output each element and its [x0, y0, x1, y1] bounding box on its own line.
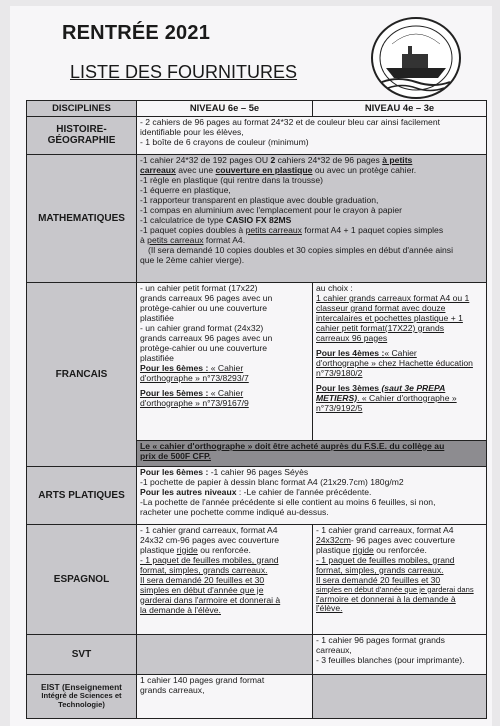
svt-6-5: [137, 634, 313, 674]
discipline-arts: ARTS PLATIQUES: [27, 466, 137, 524]
svt-4-3: - 1 cahier 96 pages format grands carreaux, - 3 feuilles blanches (pour imprimante).: [313, 634, 487, 674]
discipline-eist: EIST (Enseignement Intégré de Sciences et Technologie): [27, 674, 137, 718]
discipline-espagnol: ESPAGNOL: [27, 524, 137, 634]
page-subtitle: LISTE DES FOURNITURES: [70, 62, 298, 82]
row-espagnol: [27, 524, 487, 634]
eist-6-5: 1 cahier 140 pages grand format grands carreaux,: [137, 674, 313, 718]
francais-6-5: - un cahier petit format (17x22) grands carreaux 96 pages avec un protège-cahier ou une couverture plastifiée - un cahier grand format (24x32) grands carreaux 96 pages avec un protège-cahier ou une couverture plastifiée Pour les 6èmes : « Cahier d'orthographe » n°73/8293/7 Pour les 5èmes : « Cahier d'orthographe » n°73/9167/9: [137, 282, 313, 440]
page-title: RENTRÉE 2021: [62, 22, 211, 44]
row-arts-plastiques: [27, 466, 487, 524]
discipline-histoire: HISTOIRE- GÉOGRAPHIE: [27, 116, 137, 154]
row-histoire-geographie: [27, 116, 487, 154]
header-niveau-4-3: NIVEAU 4e – 3e: [313, 101, 487, 117]
discipline-svt: SVT: [27, 634, 137, 674]
header-disciplines: DISCIPLINES: [27, 101, 137, 117]
row-eist: [27, 674, 487, 718]
arts-content: Pour les 6èmes : -1 cahier 96 pages Séyès -1 pochette de papier à dessin blanc format A4 (21x29.7cm) 180g/m2 Pour les autres niveaux : -Le cahier de l'année précédente. -La pochette de l'année précédente si elle contient au moins 6 feuilles, si non, racheter une pochette comme indiqué au-dessus.: [137, 466, 487, 524]
table-header-row: [27, 101, 487, 117]
row-mathematiques: [27, 154, 487, 282]
row-svt: [27, 634, 487, 674]
francais-note: Le « cahier d'orthographe » doit être acheté auprès du F.S.E. du collège au prix de 500F CFP.: [137, 440, 487, 466]
college-logo: [368, 16, 464, 100]
espagnol-6-5: - 1 cahier grand carreaux, format A4 24x32 cm-96 pages avec couverture plastique rigide ou renforcée. - 1 paquet de feuilles mobiles, grand format, simples, grands carreaux. Il sera demandé 20 feuilles et 30 simples en début d'année que je garderai dans l'armoire et donnerai à la demande à l'élève.: [137, 524, 313, 634]
document-page: [10, 6, 492, 726]
supplies-table: [26, 100, 487, 719]
espagnol-4-3: - 1 cahier grand carreaux, format A4 24x32cm- 96 pages avec couverture plastique rigide ou renforcée. - 1 paquet de feuilles mobiles, grand format, simples, grands carreaux. Il sera demandé 20 feuilles et 30 simples en début d'année que je garderai dans l'armoire et donnerai à la demande à l'élève.: [313, 524, 487, 634]
row-francais: [27, 282, 487, 440]
discipline-francais: FRANCAIS: [27, 282, 137, 466]
maths-content: -1 cahier 24*32 de 192 pages OU 2 cahiers 24*32 de 96 pages à petits carreaux avec une couverture en plastique ou avec un protège cahier. -1 règle en plastique (qui rentre dans la trousse) -1 équerre en plastique, -1 rapporteur transparent en plastique avec double graduation, -1 compas en aluminium avec l'emplacement pour le crayon à papier -1 calculatrice de type CASIO FX 82MS -1 paquet copies doubles à petits carreaux format A4 + 1 paquet copies simples à petits carreaux format A4. (Il sera demandé 10 copies doubles et 30 copies simples en début d'année ainsi que le 2ème cahier vierge).: [137, 154, 487, 282]
eist-4-3: [313, 674, 487, 718]
histoire-content: - 2 cahiers de 96 pages au format 24*32 et de couleur bleu car ainsi facilement identifiable pour les élèves, - 1 boîte de 6 crayons de couleur (minimum): [137, 116, 487, 154]
header-niveau-6-5: NIVEAU 6e – 5e: [137, 101, 313, 117]
discipline-maths: MATHEMATIQUES: [27, 154, 137, 282]
francais-4-3: au choix : 1 cahier grands carreaux format A4 ou 1 classeur grand format avec douze intercalaires et pochettes plastique + 1 cahier petit format(17X22) grands carreaux 96 pages Pour les 4èmes :« Cahier d'orthographe » chez Hachette éducation n°73/9180/2 Pour les 3èmes (saut 3e PREPA METIERS). « Cahier d'orthographe » n°73/9192/5: [313, 282, 487, 440]
